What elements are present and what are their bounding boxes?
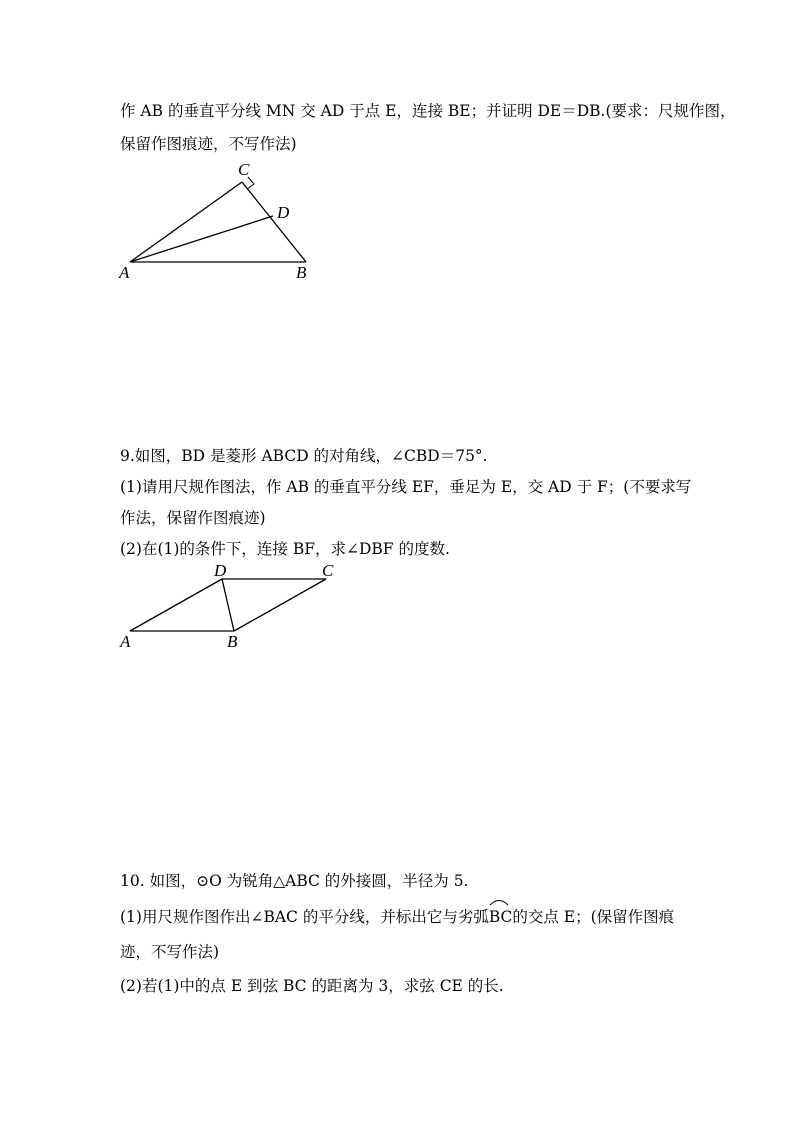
q9-label-c: C <box>322 561 334 580</box>
q8-label-c: C <box>238 160 250 179</box>
q8-label-d: D <box>277 203 290 222</box>
q10-arc-bc <box>489 907 513 927</box>
q9-text-line4: (2)在(1)的条件下，连接 BF，求∠DBF 的度数. <box>120 540 450 558</box>
q10-text-line2-part2: 的交点 E；(保留作图痕 <box>512 908 675 926</box>
q9-label-b: B <box>227 632 238 651</box>
q8-label-a: A <box>119 263 130 282</box>
q10-text-line3: 迹，不写作法) <box>120 943 220 961</box>
q8-label-b: B <box>296 263 307 282</box>
q10-text-line4: (2)若(1)中的点 E 到弦 BC 的距离为 3，求弦 CE 的长. <box>120 977 504 995</box>
q9-segment-bc <box>234 579 326 631</box>
q8-text-line2: 保留作图痕迹，不写作法) <box>120 135 297 153</box>
q9-label-d: D <box>214 561 227 580</box>
arc-mark-icon <box>489 898 509 906</box>
q10-text-line2 <box>120 907 674 927</box>
q10-text-line1: 10. 如图，⊙O 为锐角△ABC 的外接圆，半径为 5. <box>120 872 469 890</box>
q9-text-line1: 9.如图，BD 是菱形 ABCD 的对角线，∠CBD＝75°. <box>120 447 488 465</box>
q10-arc-bc-label: BC <box>488 908 513 926</box>
q9-text-line2: (1)请用尺规作图法，作 AB 的垂直平分线 EF，垂足为 E，交 AD 于 F；(不要求写 <box>120 478 692 496</box>
q9-segment-bd <box>222 579 234 631</box>
q9-label-a: A <box>120 632 131 651</box>
q9-text-line3: 作法，保留作图痕迹) <box>120 509 266 527</box>
q8-text-line1: 作 AB 的垂直平分线 MN 交 AD 于点 E，连接 BE；并证明 DE＝DB.(要求：尺规作图， <box>120 102 736 120</box>
q9-segment-ad <box>130 579 222 631</box>
q10-text-line2-part1: (1)用尺规作图作出∠BAC 的平分线，并标出它与劣弧 <box>120 908 489 926</box>
